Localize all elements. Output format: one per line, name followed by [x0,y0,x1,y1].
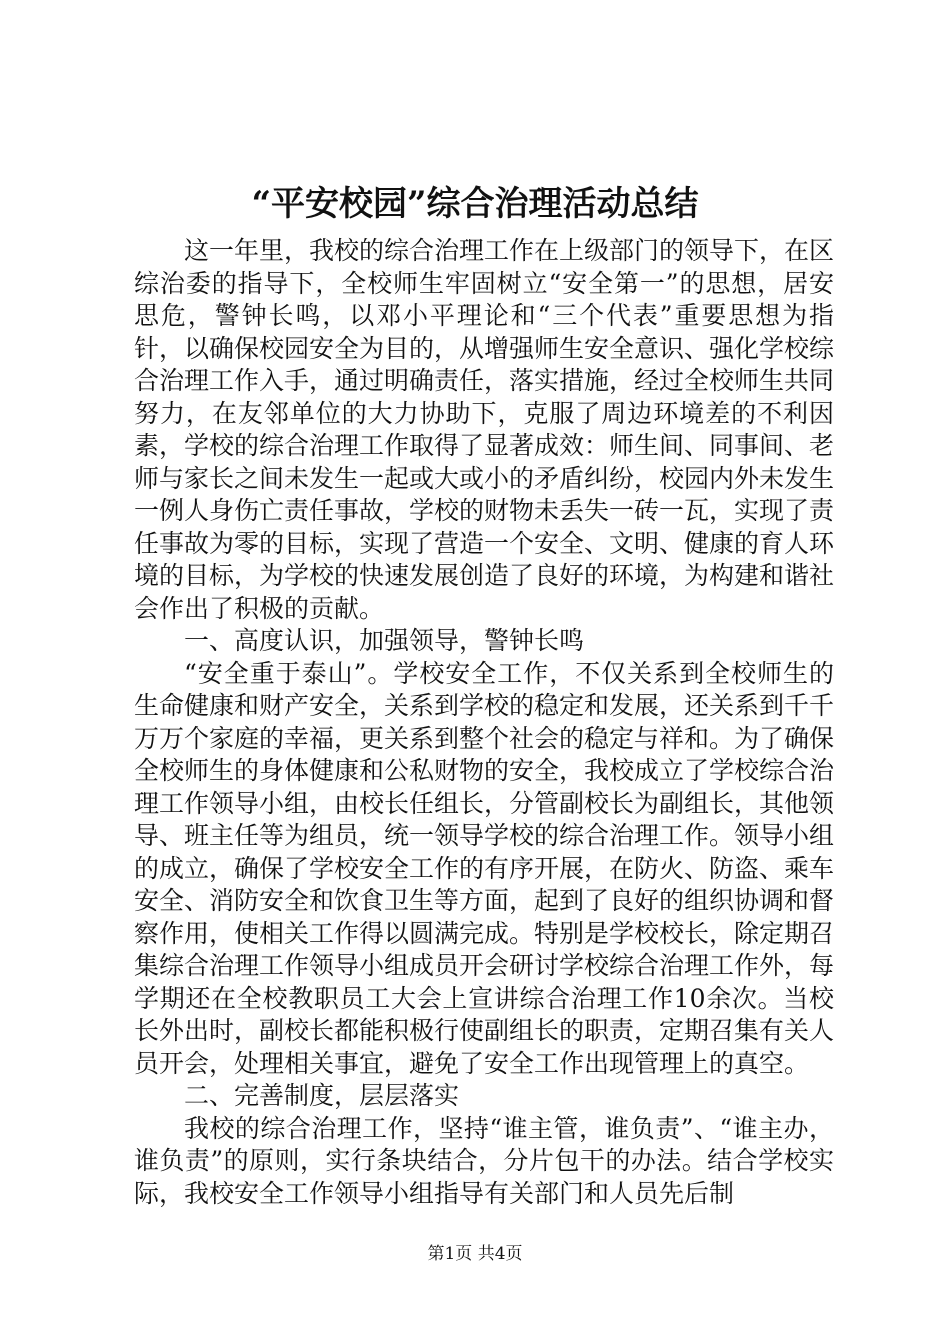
document-body [134,235,834,1210]
paragraph-section-1: “安全重于泰山”。学校安全工作，不仅关系到全校师生的生命健康和财产安全，关系到学校的稳定和发展，还关系到千千万万个家庭的幸福，更关系到整个社会的稳定与祥和。为了确保全校师生的身体健康和公私财物的安全，我校成立了学校综合治理工作领导小组，由校长任组长，分管副校长为副组长，其他领导、班主任等为组员，统一领导学校的综合治理工作。领导小组的成立，确保了学校安全工作的有序开展，在防火、防盗、乘车安全、消防安全和饮食卫生等方面，起到了良好的组织协调和督察作用，使相关工作得以圆满完成。特别是学校校长，除定期召集综合治理工作领导小组成员开会研讨学校综合治理工作外，每学期还在全校教职员工大会上宣讲综合治理工作10余次。当校长外出时，副校长都能积极行使副组长的职责，定期召集有关人员开会，处理相关事宜，避免了安全工作出现管理上的真空。 [134,658,835,1078]
section-heading-2: 二、完善制度，层层落实 [184,1081,460,1110]
paragraph-section-2: 我校的综合治理工作，坚持“谁主管，谁负责”、“谁主办，谁负责”的原则，实行条块结合，分片包干的办法。结合学校实际，我校安全工作领导小组指导有关部门和人员先后制 [134,1113,834,1208]
paragraph-intro: 这一年里，我校的综合治理工作在上级部门的领导下，在区综治委的指导下，全校师生牢固树立“安全第一”的思想，居安思危，警钟长鸣，以邓小平理论和“三个代表”重要思想为指针，以确保校园安全为目的，从增强师生安全意识、强化学校综合治理工作入手，通过明确责任，落实措施，经过全校师生共同努力，在友邻单位的大力协助下，克服了周边环境差的不利因素，学校的综合治理工作取得了显著成效：师生间、同事间、老师与家长之间未发生一起或大或小的矛盾纠纷，校园内外未发生一例人身伤亡责任事故，学校的财物未丢失一砖一瓦，实现了责任事故为零的目标，实现了营造一个安全、文明、健康的育人环境的目标，为学校的快速发展创造了良好的环境，为构建和谐社会作出了积极的贡献。 [134,236,835,623]
page-footer: 第1页 共4页 [427,1244,523,1264]
document-title: “平安校园”综合治理活动总结 [251,184,699,224]
section-heading-1: 一、高度认识，加强领导，警钟长鸣 [184,626,585,655]
